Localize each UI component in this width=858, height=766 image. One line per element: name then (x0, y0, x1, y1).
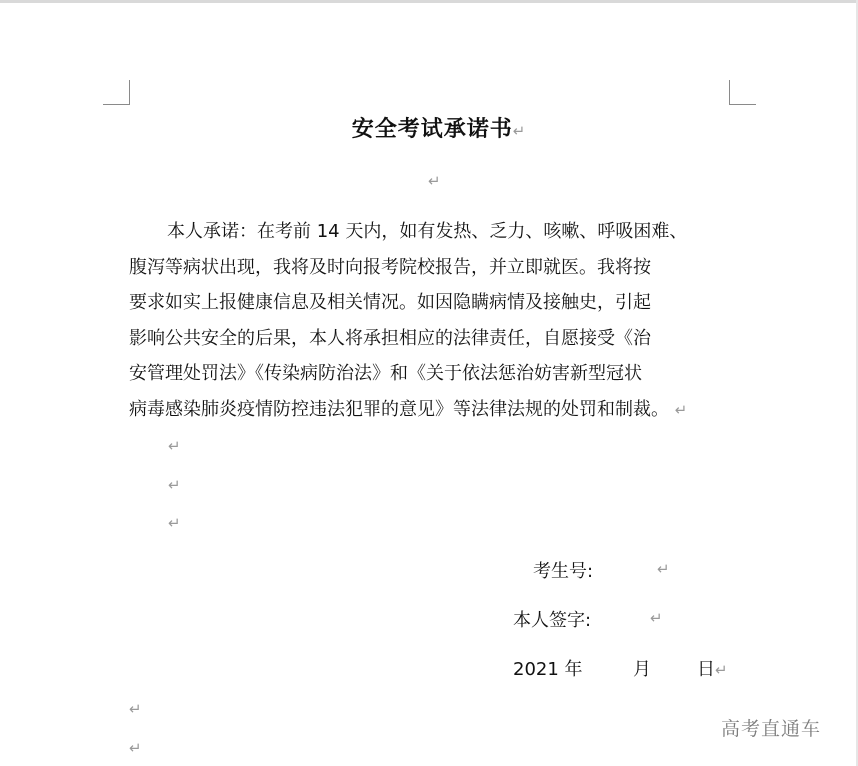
commitment-paragraph[interactable] (129, 214, 759, 428)
paragraph-line-last (129, 392, 759, 429)
paragraph-mark-icon: ↵ (674, 400, 688, 419)
date-day-text: 日 (697, 659, 715, 680)
paragraph-line: 影响公共安全的后果，本人将承担相应的法律责任，自愿接受《治 (129, 327, 651, 349)
paragraph-line: 安管理处罚法》《传染病防治法》和《关于依法惩治妨害新型冠状 (129, 363, 642, 384)
document-title-text: 安全考试承诺书 (351, 117, 513, 142)
paragraph-mark-icon: ↵ (650, 609, 663, 627)
paragraph-mark-icon: ↵ (168, 514, 181, 532)
paragraph-line: 病毒感染肺炎疫情防控违法犯罪的意见》等法律法规的处罚和制裁。 (129, 398, 669, 420)
document-title[interactable] (0, 112, 858, 143)
date-year[interactable]: 2021 年 (513, 659, 583, 680)
watermark-text: 高考直通车 (721, 718, 822, 740)
paragraph-line: 要求如实上报健康信息及相关情况。如因隐瞒病情及接触史，引起 (129, 292, 651, 313)
date-month[interactable]: 月 (633, 659, 651, 680)
paragraph-mark-icon: ↵ (129, 700, 142, 718)
paragraph-mark-icon: ↵ (657, 560, 670, 578)
paragraph-mark-icon: ↵ (168, 437, 181, 455)
paragraph-mark-icon: ↵ (715, 661, 728, 679)
signature-field[interactable] (513, 606, 591, 632)
paragraph-mark-icon: ↵ (512, 122, 527, 140)
paragraph-mark-icon: ↵ (428, 172, 441, 190)
window-top-border (0, 0, 858, 3)
signature-label: 本人签字: (513, 610, 592, 631)
date-day[interactable] (697, 655, 728, 681)
paragraph-line: 腹泻等病状出现，我将及时向报考院校报告，并立即就医。我将按 (129, 256, 651, 278)
paragraph-mark-icon: ↵ (129, 739, 142, 757)
margin-corner-mark-left (103, 80, 130, 105)
exam-number-label: 考生号: (533, 561, 594, 582)
exam-number-field[interactable] (533, 557, 593, 583)
paragraph-line: 本人承诺：在考前 14 天内，如有发热、乏力、咳嗽、呼吸困难、 (167, 221, 688, 242)
paragraph-mark-icon: ↵ (168, 476, 181, 494)
margin-corner-mark-right (729, 80, 756, 105)
